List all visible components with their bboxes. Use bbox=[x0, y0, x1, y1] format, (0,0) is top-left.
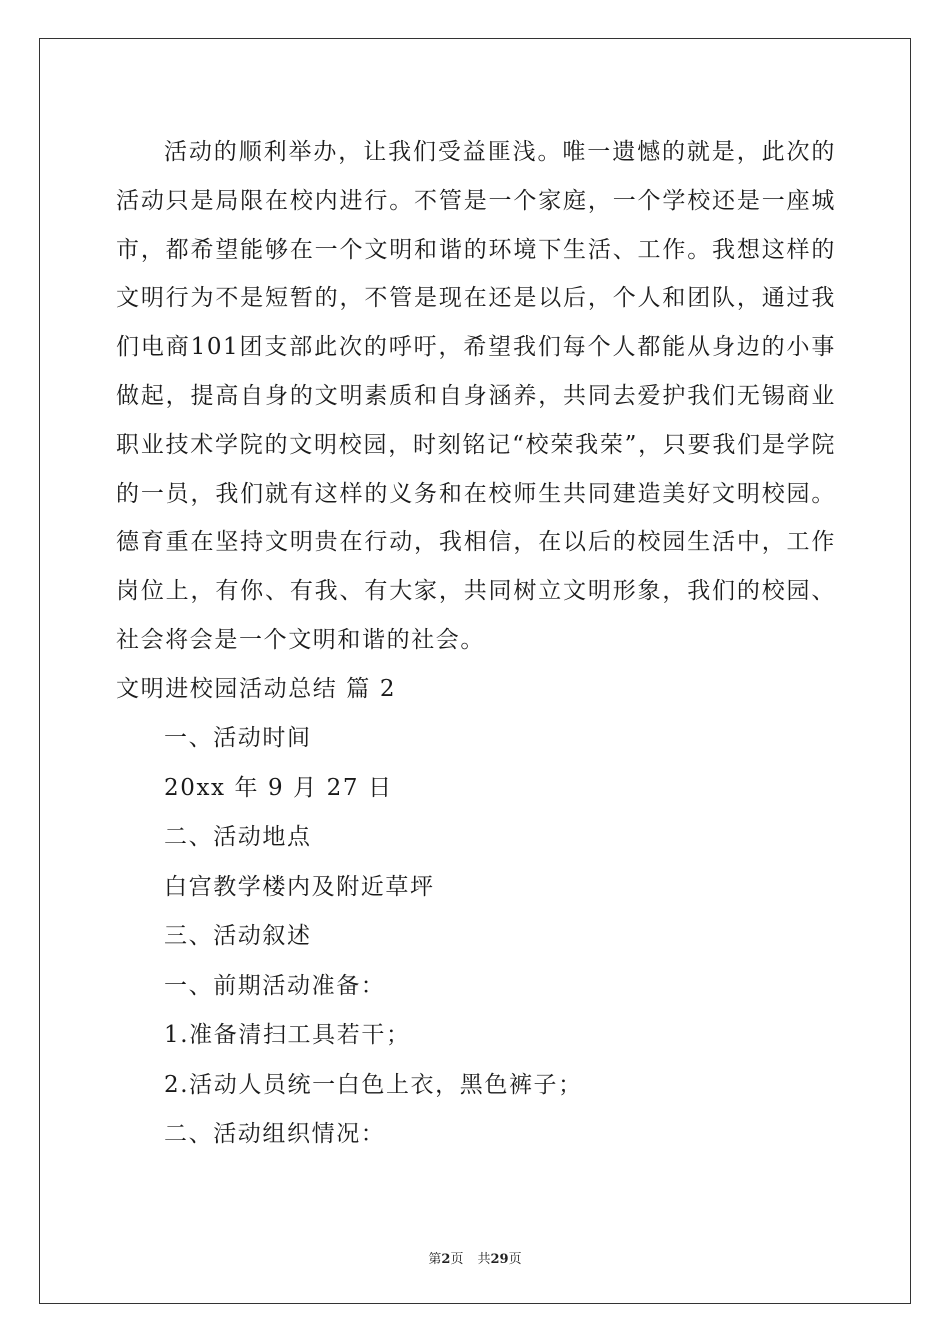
document-body bbox=[116, 128, 836, 1160]
activity-location: 白宫教学楼内及附近草坪 bbox=[164, 873, 435, 900]
heading-organization: 二、活动组织情况： bbox=[164, 1121, 386, 1148]
total-suffix: 页 bbox=[508, 1252, 522, 1267]
activity-date: 20xx 年 9 月 27 日 bbox=[164, 774, 393, 801]
page-prefix: 第 bbox=[428, 1252, 442, 1267]
list-item-tools: 1.准备清扫工具若干； bbox=[164, 1022, 411, 1049]
total-prefix: 共 bbox=[477, 1252, 491, 1267]
heading-activity-location: 二、活动地点 bbox=[164, 824, 312, 851]
page-number: 2 bbox=[441, 1252, 451, 1267]
paragraph-conclusion: 活动的顺利举办，让我们受益匪浅。唯一遗憾的就是，此次的活动只是局限在校内进行。不管是一个家庭，一个学校还是一座城市，都希望能够在一个文明和谐的环境下生活、工作。我想这样的文明行为不是短暂的，不管是现在还是以后，个人和团队，通过我们电商101团支部此次的呼吁，希望我们每个人都能从身边的小事做起，提高自身的文明素质和自身涵养，共同去爱护我们无锡商业职业技术学院的文明校园，时刻铭记“校荣我荣”，只要我们是学院的一员，我们就有这样的义务和在校师生共同建造美好文明校园。德育重在坚持文明贵在行动，我相信，在以后的校园生活中，工作岗位上，有你、有我、有大家，共同树立文明形象，我们的校园、社会将会是一个文明和谐的社会。 bbox=[116, 139, 836, 653]
heading-activity-time: 一、活动时间 bbox=[164, 725, 312, 752]
page-footer bbox=[0, 1248, 950, 1267]
heading-activity-description: 三、活动叙述 bbox=[164, 923, 312, 950]
list-item-uniform: 2.活动人员统一白色上衣，黑色裤子； bbox=[164, 1071, 583, 1098]
heading-preparation: 一、前期活动准备： bbox=[164, 972, 386, 999]
page-suffix: 页 bbox=[450, 1252, 464, 1267]
total-pages: 29 bbox=[490, 1252, 509, 1267]
section-title: 文明进校园活动总结 篇 2 bbox=[116, 675, 397, 702]
